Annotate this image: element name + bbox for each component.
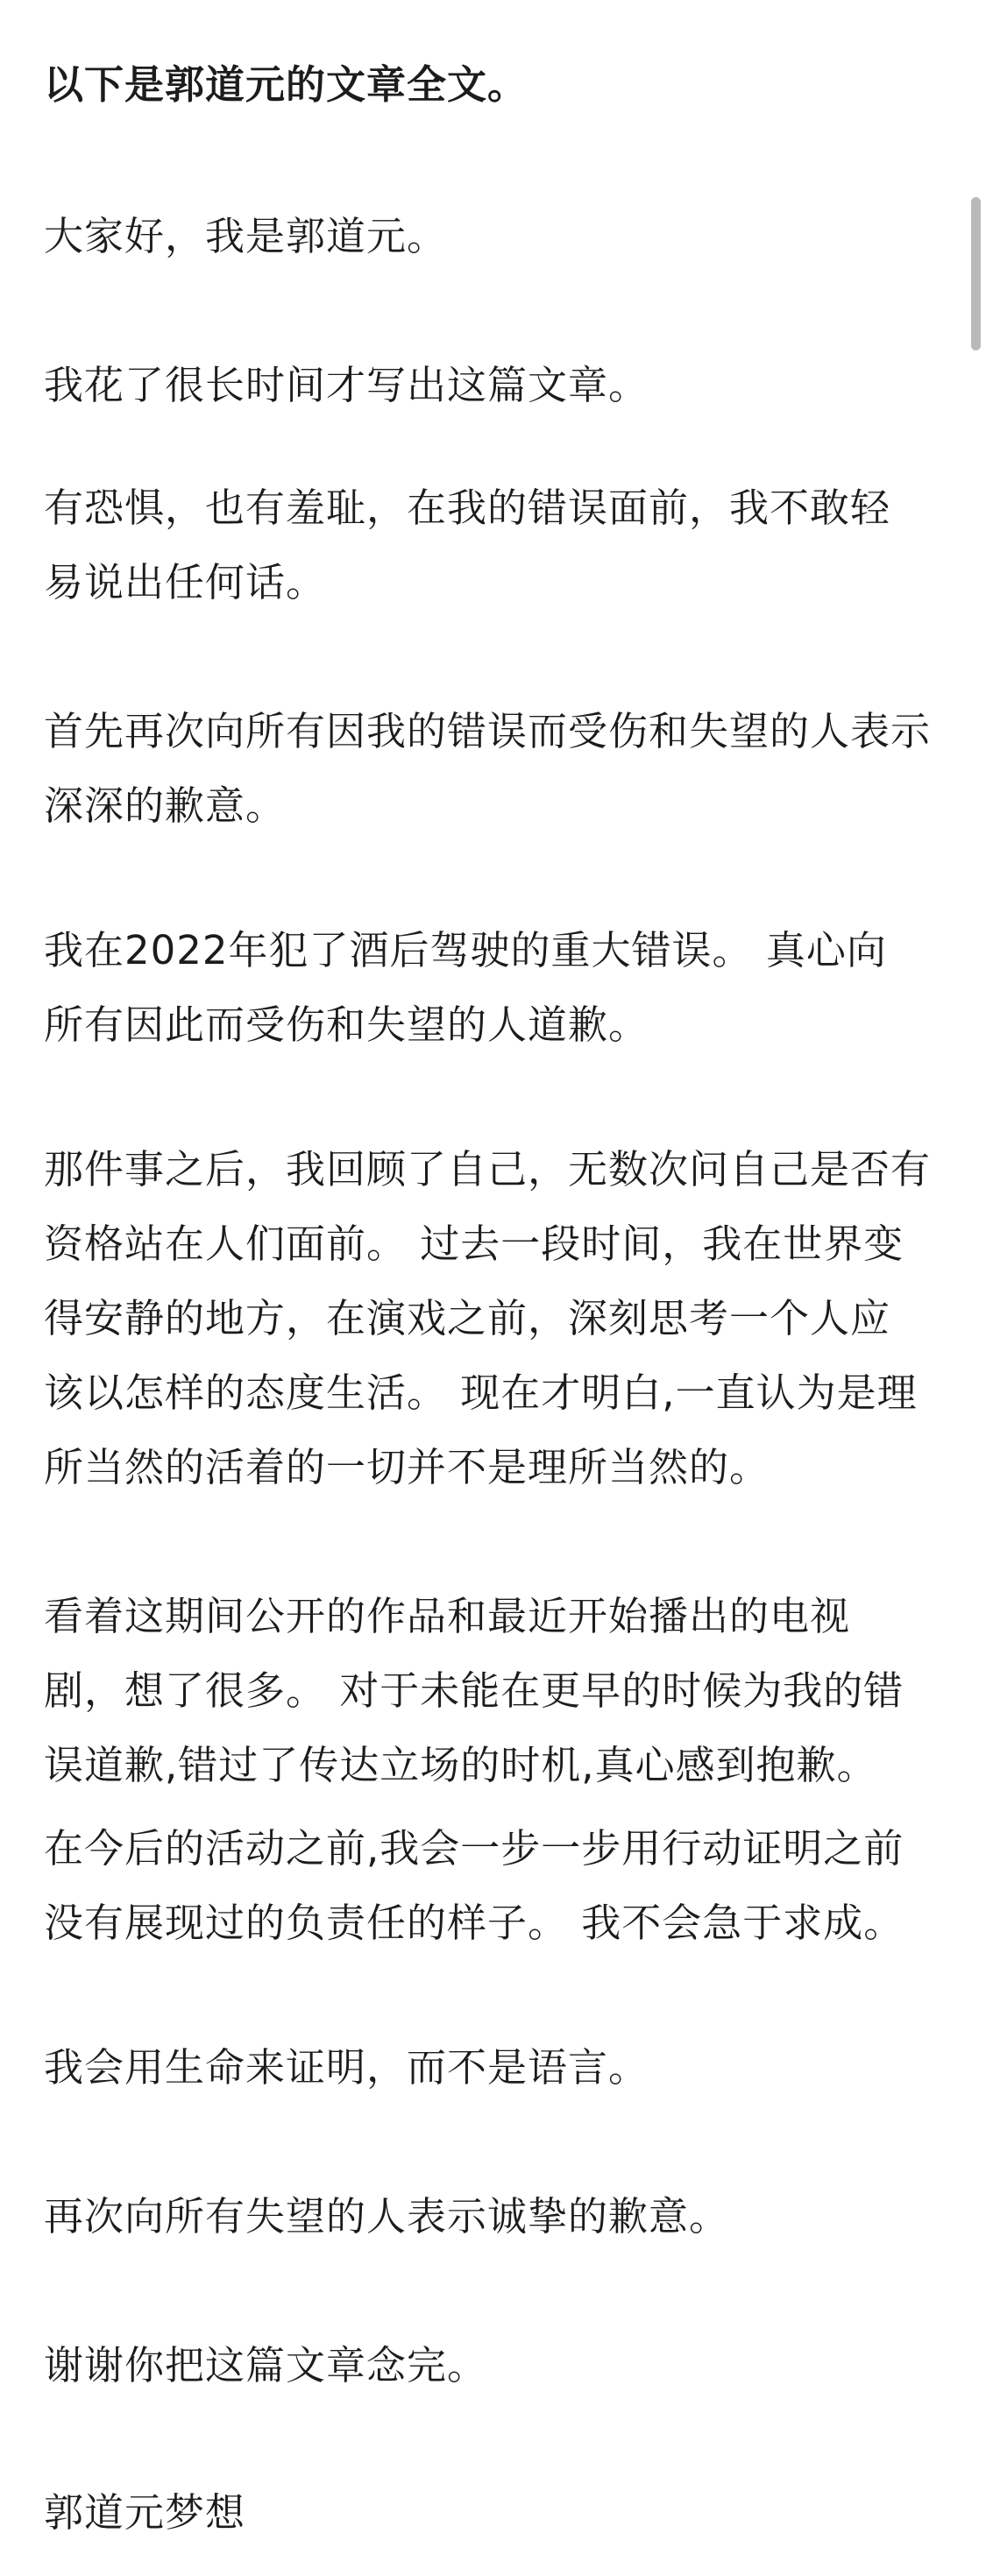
paragraph-greeting: 大家好，我是郭道元。 bbox=[44, 213, 448, 259]
paragraph-fear-line-2: 易说出任何话。 bbox=[44, 559, 327, 605]
paragraph-apology-line-2: 深深的歉意。 bbox=[44, 782, 287, 829]
paragraph-prove-with-life: 我会用生命来证明，而不是语言。 bbox=[44, 2044, 649, 2091]
paragraph-works-line-2: 剧，想了很多。 对于未能在更早的时候为我的错 bbox=[44, 1667, 904, 1714]
signature-name: 郭道元梦想 bbox=[44, 2489, 246, 2536]
paragraph-writing-time: 我花了很长时间才写出这篇文章。 bbox=[44, 362, 649, 408]
paragraph-reflection-line-2: 资格站在人们面前。 过去一段时间，我在世界变 bbox=[44, 1221, 904, 1267]
paragraph-future-line-2: 没有展现过的负责任的样子。 我不会急于求成。 bbox=[44, 1900, 904, 1946]
paragraph-sincere-apology: 再次向所有失望的人表示诚挚的歉意。 bbox=[44, 2193, 730, 2240]
paragraph-dui-line-1: 我在2022年犯了酒后驾驶的重大错误。 真心向 bbox=[44, 927, 887, 973]
article-intro-heading: 以下是郭道元的文章全文。 bbox=[44, 61, 528, 108]
paragraph-thanks: 谢谢你把这篇文章念完。 bbox=[44, 2342, 488, 2388]
paragraph-reflection-line-4: 该以怎样的态度生活。 现在才明白,一直认为是理 bbox=[44, 1369, 918, 1416]
paragraph-fear-line-1: 有恐惧，也有羞耻，在我的错误面前，我不敢轻 bbox=[44, 485, 891, 531]
paragraph-works-line-1: 看着这期间公开的作品和最近开始播出的电视 bbox=[44, 1593, 851, 1639]
paragraph-reflection-line-1: 那件事之后，我回顾了自己，无数次问自己是否有 bbox=[44, 1146, 932, 1192]
paragraph-reflection-line-3: 得安静的地方，在演戏之前，深刻思考一个人应 bbox=[44, 1295, 891, 1341]
paragraph-reflection-line-5: 所当然的活着的一切并不是理所当然的。 bbox=[44, 1444, 770, 1490]
paragraph-dui-line-2: 所有因此而受伤和失望的人道歉。 bbox=[44, 1001, 649, 1048]
paragraph-apology-line-1: 首先再次向所有因我的错误而受伤和失望的人表示 bbox=[44, 708, 932, 754]
vertical-scrollbar[interactable] bbox=[971, 197, 981, 350]
paragraph-works-line-3: 误道歉,错过了传达立场的时机,真心感到抱歉。 bbox=[44, 1742, 877, 1788]
paragraph-future-line-1: 在今后的活动之前,我会一步一步用行动证明之前 bbox=[44, 1825, 904, 1872]
